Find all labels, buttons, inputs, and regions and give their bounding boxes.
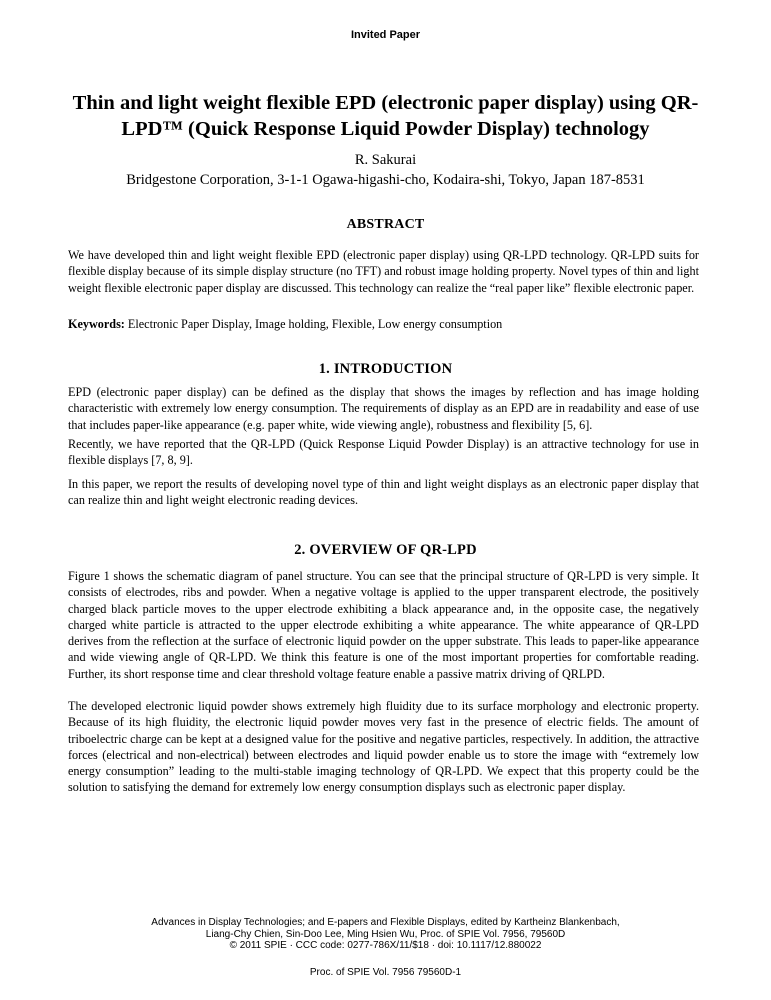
introduction-heading: 1. INTRODUCTION	[318, 361, 453, 377]
footer-citation-line: Advances in Display Technologies; and E-papers and Flexible Displays, edited by Kartheinz Blankenbach,	[151, 917, 620, 928]
author-affiliation: Bridgestone Corporation, 3-1-1 Ogawa-higashi-cho, Kodaira-shi, Tokyo, Japan 187-8531	[126, 172, 645, 188]
footer-page-reference: Proc. of SPIE Vol. 7956 79560D-1	[309, 967, 462, 978]
footer-citation	[0, 917, 771, 952]
abstract-text: We have developed thin and light weight flexible EPD (electronic paper display) using QR-LPD technology. QR-LPD suits for flexible display because of its simple display structure (no TFT) and robust image holding property. Novel types of thin and light weight flexible electronic paper display are discussed. This technology can realize the “real paper like” flexible electronic paper.	[68, 248, 699, 295]
keywords-text: Electronic Paper Display, Image holding, Flexible, Low energy consumption	[127, 317, 503, 331]
invited-paper-label: Invited Paper	[350, 29, 421, 41]
abstract-heading: ABSTRACT	[346, 217, 425, 232]
paper-title: Thin and light weight flexible EPD (electronic paper display) using QR-LPD™ (Quick Response Liquid Powder Display) technology	[72, 92, 699, 140]
keywords-label: Keywords:	[68, 317, 125, 331]
overview-paragraph: The developed electronic liquid powder shows extremely high fluidity due to its surface morphology and electronic property. Because of its high fluidity, the electronic liquid powder moves very fast in the presence of electric fields. The amount of triboelectric charge can be kept at a designed value for the positive and negative particles, respectively. In addition, the attractive forces (electrical and non-electrical) between electrodes and liquid powder enable us to store the image with “extremely low energy consumption” leading to the multi-stable imaging technology of QR-LPD. We expect that this property could be the solution to satisfying the demand for extremely low energy consumption displays such as electronic paper display.	[68, 699, 699, 795]
overview-paragraph: Figure 1 shows the schematic diagram of panel structure. You can see that the principal structure of QR-LPD is very simple. It consists of electrodes, ribs and powder. When a negative voltage is applied to the upper transparent electrode, the positively charged black particle moves to the upper electrode exhibiting a black appearance and, in the opposite case, the negatively charged white particle is attracted to the upper electrode exhibiting a white appearance. The white appearance of QR-LPD derives from the reflection at the surface of electronic liquid powder on the upper substrate. This leads to paper-like appearance and wide viewing angle of QR-LPD. We think this feature is one of the most important properties for comfortable reading. Further, its short response time and clear threshold voltage feature enable a passive matrix driving of QRLPD.	[68, 569, 699, 681]
keywords-line	[68, 316, 699, 332]
author-name: R. Sakurai	[354, 152, 417, 168]
overview-heading: 2. OVERVIEW OF QR-LPD	[294, 542, 477, 558]
footer-citation-line: Liang-Chy Chien, Sin-Doo Lee, Ming Hsien Wu, Proc. of SPIE Vol. 7956, 79560D	[205, 928, 566, 940]
introduction-paragraph: EPD (electronic paper display) can be defined as the display that shows the images by reflection and has image holding characteristic with extremely low energy consumption. The requirements of display as an EPD are in readability and ease of use that includes paper-like appearance (e.g. paper white, wide viewing angle), robustness and flexibility [5, 6].	[68, 385, 699, 432]
introduction-paragraph: In this paper, we report the results of developing novel type of thin and light weight displays as an electronic paper display that can realize thin and light weight electronic reading devices.	[68, 477, 699, 508]
introduction-paragraph: Recently, we have reported that the QR-LPD (Quick Response Liquid Powder Display) is an attractive technology for use in flexible displays [7, 8, 9].	[68, 437, 699, 468]
footer-citation-line: © 2011 SPIE · CCC code: 0277-786X/11/$18 · doi: 10.1117/12.880022	[229, 940, 542, 951]
